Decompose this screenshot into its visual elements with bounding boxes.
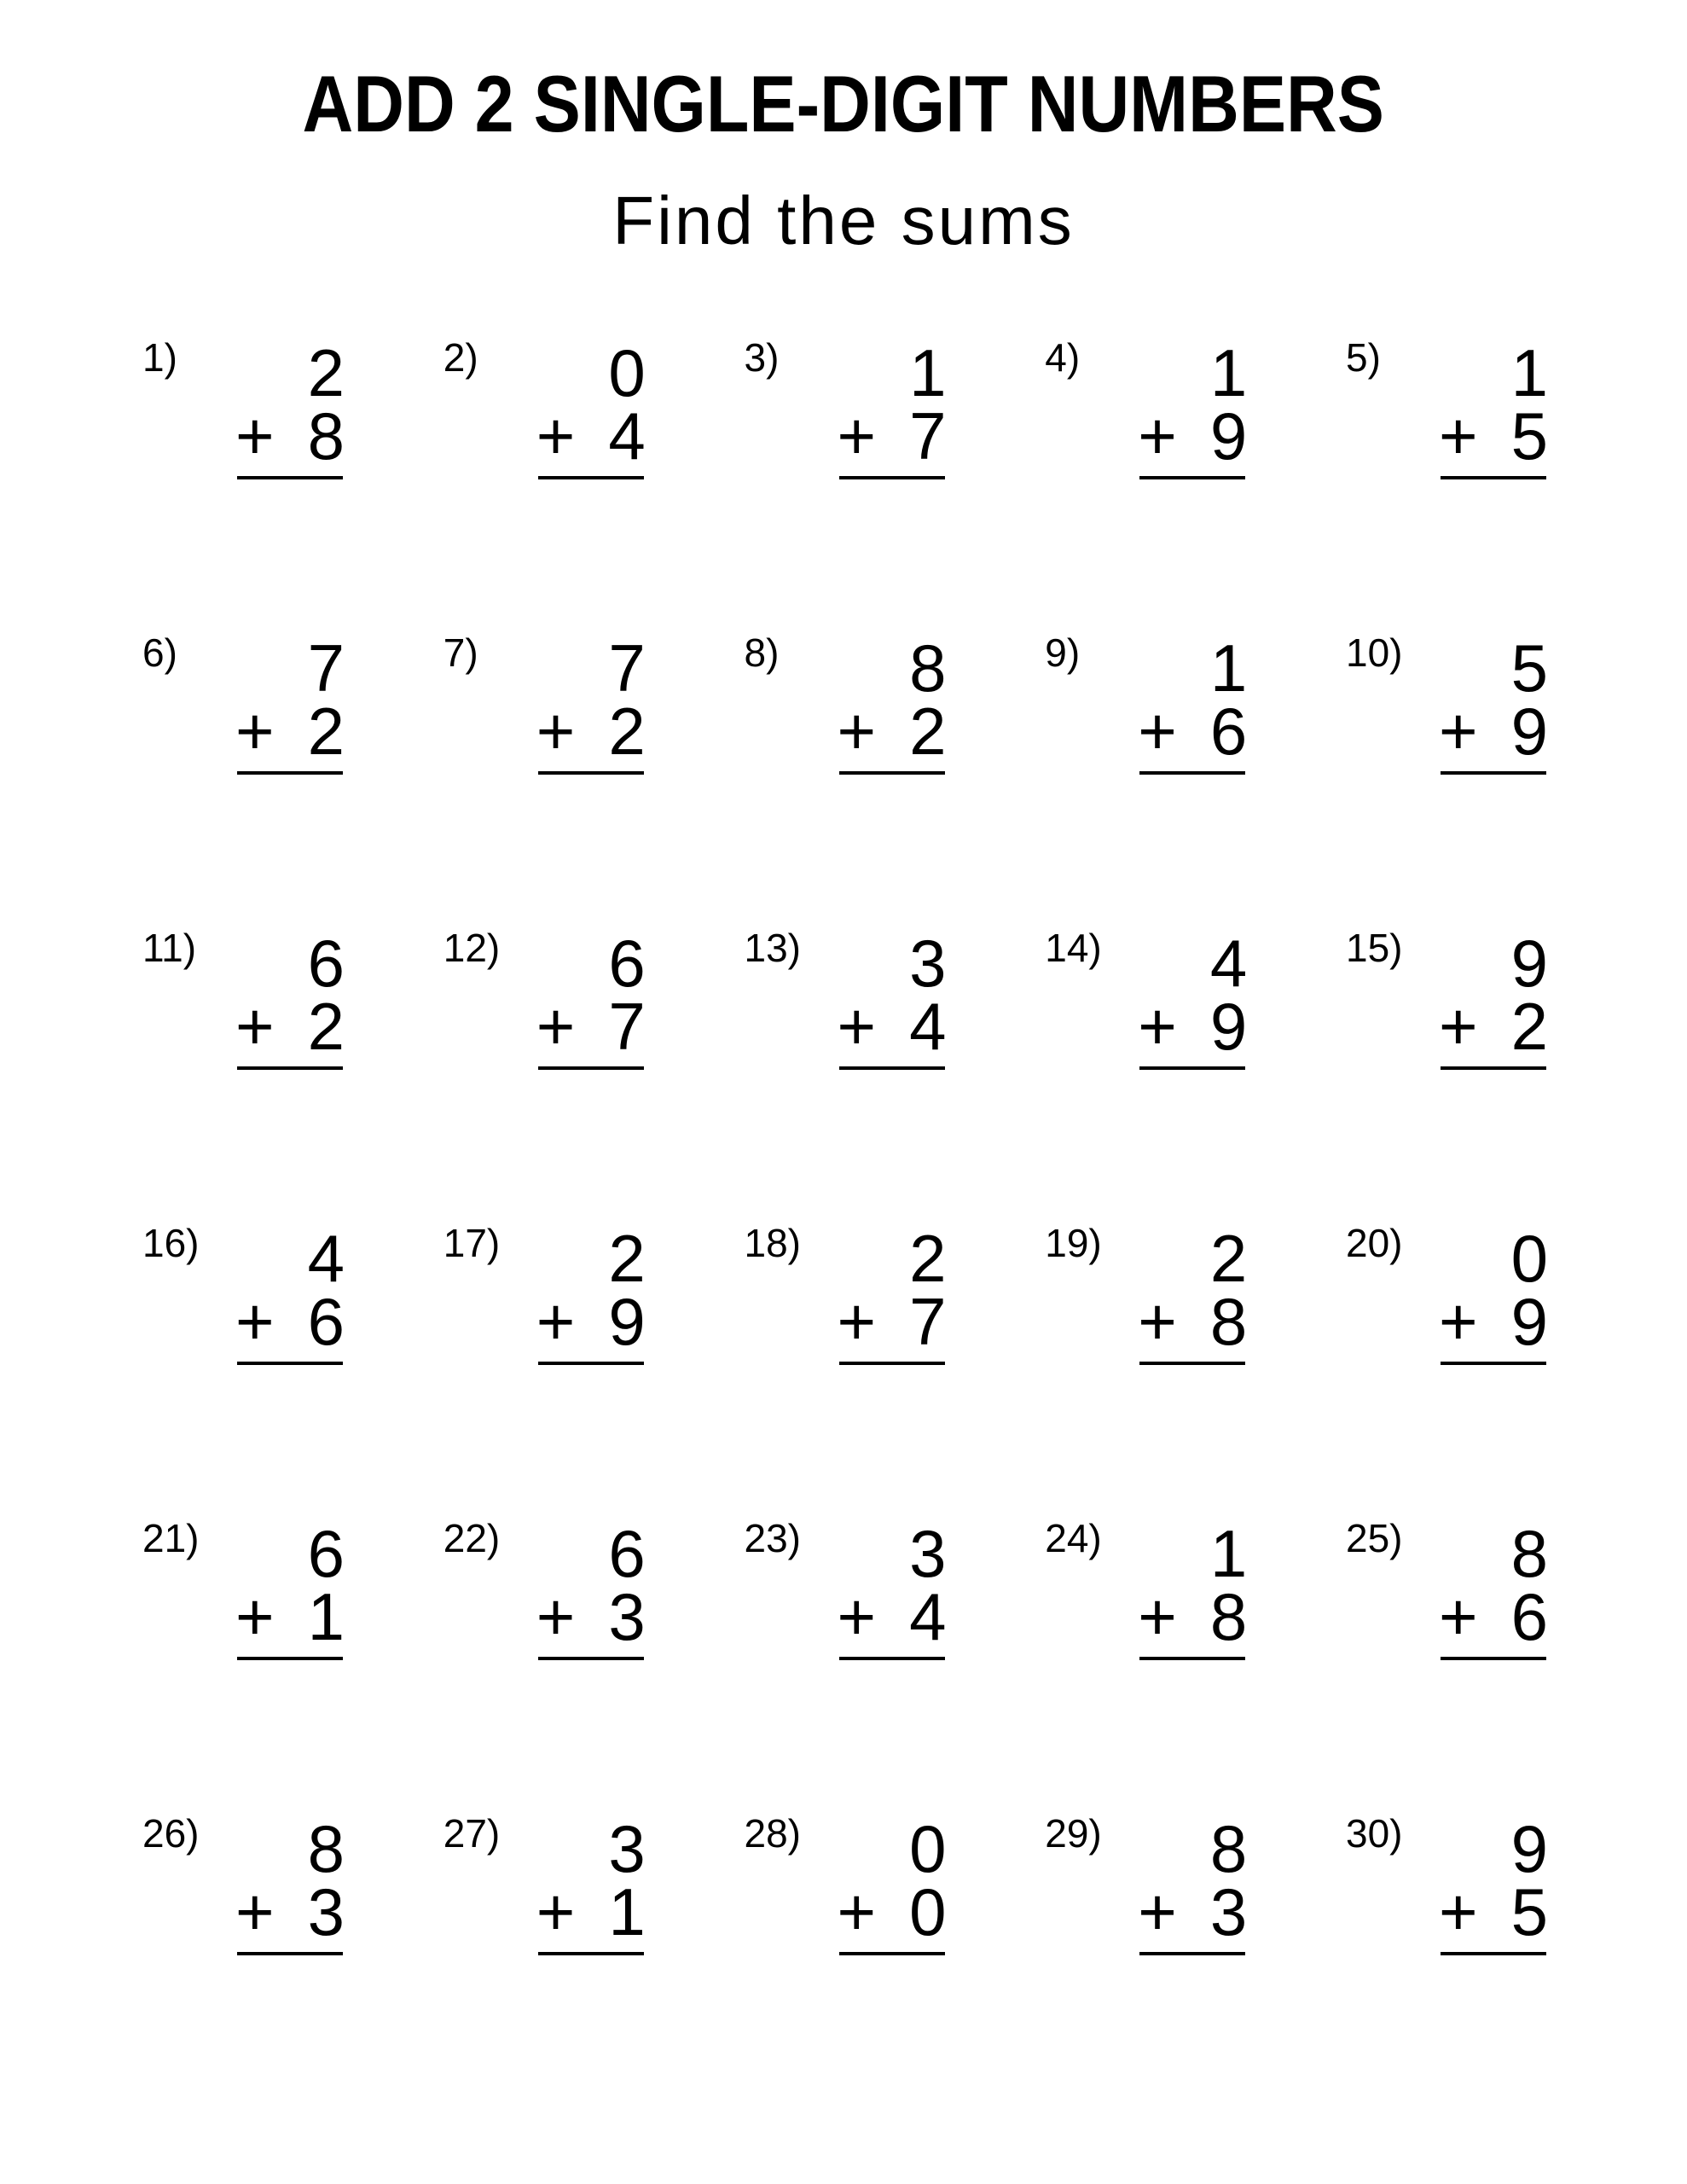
plus-sign: + xyxy=(1439,398,1478,473)
addition-problem xyxy=(443,1811,665,1966)
first-addend: 4 xyxy=(307,1221,345,1296)
plus-sign: + xyxy=(1439,1284,1478,1359)
problem-number: 28) xyxy=(744,1811,801,1856)
first-addend: 0 xyxy=(1510,1221,1548,1296)
answer-line xyxy=(1139,476,1245,479)
second-addend: 7 xyxy=(909,398,947,473)
second-addend: 4 xyxy=(909,1579,947,1654)
answer-line xyxy=(237,1362,343,1365)
plus-sign: + xyxy=(1138,1579,1177,1654)
problem-number: 4) xyxy=(1045,335,1081,380)
plus-sign: + xyxy=(837,1284,877,1359)
second-addend: 7 xyxy=(909,1284,947,1359)
second-addend: 3 xyxy=(1209,1874,1248,1949)
plus-sign: + xyxy=(837,398,877,473)
problem-number: 30) xyxy=(1346,1811,1403,1856)
second-addend: 9 xyxy=(608,1284,646,1359)
problem-number: 13) xyxy=(744,926,801,970)
addition-problem xyxy=(1346,630,1568,786)
first-addend: 8 xyxy=(909,630,947,706)
first-addend: 0 xyxy=(608,335,646,410)
second-addend: 8 xyxy=(1209,1284,1248,1359)
second-addend: 9 xyxy=(1510,694,1548,769)
answer-line xyxy=(237,476,343,479)
first-addend: 3 xyxy=(909,1516,947,1591)
addition-problem xyxy=(1346,1811,1568,1966)
problem-number: 2) xyxy=(443,335,478,380)
first-addend: 7 xyxy=(307,630,345,706)
problem-number: 22) xyxy=(443,1516,501,1560)
plus-sign: + xyxy=(1138,1874,1177,1949)
first-addend: 1 xyxy=(1209,1516,1248,1591)
second-addend: 9 xyxy=(1209,989,1248,1064)
addition-problem xyxy=(1346,1221,1568,1376)
addition-problem xyxy=(1346,335,1568,491)
answer-line xyxy=(538,771,644,775)
problem-number: 29) xyxy=(1045,1811,1102,1856)
addition-problem xyxy=(443,926,665,1081)
addition-problem xyxy=(1045,1221,1267,1376)
first-addend: 4 xyxy=(1209,926,1248,1001)
plus-sign: + xyxy=(1138,694,1177,769)
second-addend: 8 xyxy=(307,398,345,473)
second-addend: 2 xyxy=(307,694,345,769)
problem-number: 12) xyxy=(443,926,501,970)
addition-problem xyxy=(142,1516,364,1671)
addition-problem xyxy=(744,926,966,1081)
problem-number: 7) xyxy=(443,630,478,675)
first-addend: 6 xyxy=(307,926,345,1001)
answer-line xyxy=(839,476,945,479)
problem-number: 23) xyxy=(744,1516,801,1560)
problem-number: 27) xyxy=(443,1811,501,1856)
problem-number: 24) xyxy=(1045,1516,1102,1560)
plus-sign: + xyxy=(235,694,275,769)
answer-line xyxy=(1139,1952,1245,1955)
second-addend: 7 xyxy=(608,989,646,1064)
second-addend: 2 xyxy=(1510,989,1548,1064)
problem-number: 21) xyxy=(142,1516,200,1560)
plus-sign: + xyxy=(235,1284,275,1359)
plus-sign: + xyxy=(1439,1579,1478,1654)
first-addend: 8 xyxy=(1510,1516,1548,1591)
first-addend: 8 xyxy=(307,1811,345,1886)
second-addend: 8 xyxy=(1209,1579,1248,1654)
plus-sign: + xyxy=(837,1874,877,1949)
plus-sign: + xyxy=(536,398,576,473)
answer-line xyxy=(1441,1066,1546,1070)
answer-line xyxy=(1139,1362,1245,1365)
first-addend: 2 xyxy=(307,335,345,410)
answer-line xyxy=(237,1657,343,1660)
plus-sign: + xyxy=(235,989,275,1064)
first-addend: 0 xyxy=(909,1811,947,1886)
second-addend: 6 xyxy=(307,1284,345,1359)
plus-sign: + xyxy=(235,1579,275,1654)
answer-line xyxy=(1441,476,1546,479)
first-addend: 5 xyxy=(1510,630,1548,706)
plus-sign: + xyxy=(837,694,877,769)
second-addend: 9 xyxy=(1510,1284,1548,1359)
addition-problem xyxy=(1045,1811,1267,1966)
answer-line xyxy=(1441,1362,1546,1365)
second-addend: 6 xyxy=(1209,694,1248,769)
addition-problem xyxy=(1346,1516,1568,1671)
plus-sign: + xyxy=(536,1579,576,1654)
plus-sign: + xyxy=(536,989,576,1064)
first-addend: 3 xyxy=(909,926,947,1001)
answer-line xyxy=(237,771,343,775)
addition-problem xyxy=(1346,926,1568,1081)
problem-number: 17) xyxy=(443,1221,501,1265)
answer-line xyxy=(538,476,644,479)
addition-problem xyxy=(1045,630,1267,786)
second-addend: 1 xyxy=(307,1579,345,1654)
plus-sign: + xyxy=(1439,989,1478,1064)
answer-line xyxy=(839,1362,945,1365)
addition-problem xyxy=(744,1221,966,1376)
problem-number: 1) xyxy=(142,335,177,380)
addition-problem xyxy=(443,335,665,491)
problem-number: 15) xyxy=(1346,926,1403,970)
problem-number: 18) xyxy=(744,1221,801,1265)
addition-problem xyxy=(443,1516,665,1671)
addition-problem xyxy=(1045,926,1267,1081)
addition-problem xyxy=(744,1516,966,1671)
answer-line xyxy=(1139,1066,1245,1070)
worksheet-title xyxy=(0,59,1687,148)
first-addend: 6 xyxy=(307,1516,345,1591)
problem-number: 16) xyxy=(142,1221,200,1265)
second-addend: 6 xyxy=(1510,1579,1548,1654)
first-addend: 1 xyxy=(909,335,947,410)
answer-line xyxy=(839,1952,945,1955)
problem-number: 25) xyxy=(1346,1516,1403,1560)
problem-number: 5) xyxy=(1346,335,1381,380)
plus-sign: + xyxy=(1138,398,1177,473)
second-addend: 5 xyxy=(1510,1874,1548,1949)
first-addend: 6 xyxy=(608,926,646,1001)
second-addend: 5 xyxy=(1510,398,1548,473)
second-addend: 2 xyxy=(307,989,345,1064)
first-addend: 7 xyxy=(608,630,646,706)
problem-number: 11) xyxy=(142,926,197,970)
first-addend: 3 xyxy=(608,1811,646,1886)
answer-line xyxy=(1139,771,1245,775)
second-addend: 4 xyxy=(909,989,947,1064)
addition-problem xyxy=(142,630,364,786)
first-addend: 1 xyxy=(1209,630,1248,706)
second-addend: 3 xyxy=(608,1579,646,1654)
answer-line xyxy=(538,1657,644,1660)
problem-number: 20) xyxy=(1346,1221,1403,1265)
first-addend: 6 xyxy=(608,1516,646,1591)
problem-number: 3) xyxy=(744,335,780,380)
problem-number: 14) xyxy=(1045,926,1102,970)
addition-problem xyxy=(744,1811,966,1966)
answer-line xyxy=(1139,1657,1245,1660)
answer-line xyxy=(237,1952,343,1955)
addition-problem xyxy=(1045,335,1267,491)
second-addend: 2 xyxy=(608,694,646,769)
problem-number: 26) xyxy=(142,1811,200,1856)
second-addend: 0 xyxy=(909,1874,947,1949)
addition-problem xyxy=(1045,1516,1267,1671)
first-addend: 1 xyxy=(1510,335,1548,410)
answer-line xyxy=(538,1066,644,1070)
answer-line xyxy=(1441,1952,1546,1955)
plus-sign: + xyxy=(1439,1874,1478,1949)
answer-line xyxy=(237,1066,343,1070)
answer-line xyxy=(839,1066,945,1070)
plus-sign: + xyxy=(1138,989,1177,1064)
worksheet-title-text: ADD 2 SINGLE-DIGIT NUMBERS xyxy=(302,59,1385,148)
plus-sign: + xyxy=(837,989,877,1064)
first-addend: 8 xyxy=(1209,1811,1248,1886)
problem-number: 19) xyxy=(1045,1221,1102,1265)
problem-number: 6) xyxy=(142,630,177,675)
addition-problem xyxy=(443,1221,665,1376)
addition-problem xyxy=(142,1811,364,1966)
addition-problem xyxy=(744,630,966,786)
answer-line xyxy=(538,1362,644,1365)
addition-problem xyxy=(443,630,665,786)
addition-problem xyxy=(744,335,966,491)
plus-sign: + xyxy=(235,1874,275,1949)
addition-problem xyxy=(142,335,364,491)
first-addend: 1 xyxy=(1209,335,1248,410)
plus-sign: + xyxy=(536,1874,576,1949)
second-addend: 4 xyxy=(608,398,646,473)
plus-sign: + xyxy=(536,694,576,769)
plus-sign: + xyxy=(1138,1284,1177,1359)
second-addend: 3 xyxy=(307,1874,345,1949)
second-addend: 9 xyxy=(1209,398,1248,473)
first-addend: 9 xyxy=(1510,926,1548,1001)
answer-line xyxy=(538,1952,644,1955)
answer-line xyxy=(839,1657,945,1660)
second-addend: 1 xyxy=(608,1874,646,1949)
addition-problem xyxy=(142,1221,364,1376)
plus-sign: + xyxy=(1439,694,1478,769)
problem-number: 10) xyxy=(1346,630,1403,675)
first-addend: 2 xyxy=(608,1221,646,1296)
problem-number: 8) xyxy=(744,630,780,675)
first-addend: 2 xyxy=(1209,1221,1248,1296)
second-addend: 2 xyxy=(909,694,947,769)
answer-line xyxy=(1441,1657,1546,1660)
first-addend: 2 xyxy=(909,1221,947,1296)
addition-problem xyxy=(142,926,364,1081)
problem-number: 9) xyxy=(1045,630,1081,675)
worksheet-subtitle: Find the sums xyxy=(612,183,1075,258)
plus-sign: + xyxy=(837,1579,877,1654)
answer-line xyxy=(1441,771,1546,775)
plus-sign: + xyxy=(235,398,275,473)
answer-line xyxy=(839,771,945,775)
plus-sign: + xyxy=(536,1284,576,1359)
first-addend: 9 xyxy=(1510,1811,1548,1886)
